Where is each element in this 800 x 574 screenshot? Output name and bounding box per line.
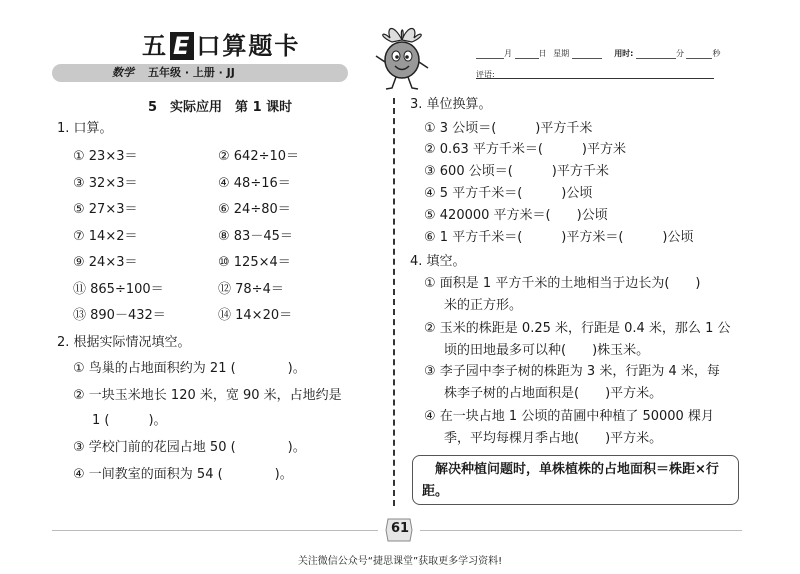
oral-item: ⑧ 83－45＝ bbox=[218, 229, 293, 244]
fill-line: ① 鸟巢的占地面积约为 21 ( )。 bbox=[73, 361, 306, 376]
column-divider bbox=[393, 98, 395, 506]
card-title: 五 E 口算题卡 bbox=[142, 32, 301, 60]
fill-line: 顷的田地最多可以种( )株玉米。 bbox=[444, 343, 650, 358]
fill-line: 米的正方形。 bbox=[444, 298, 523, 313]
footer-note: 关注微信公众号“捷思课堂”获取更多学习资料! bbox=[297, 556, 503, 567]
convert-line: ④ 5 平方千米＝( )公顷 bbox=[424, 186, 593, 201]
tip-text: 解决种植问题时，单株植株的占地面积＝株距×行距。 bbox=[422, 462, 719, 499]
oral-item: ⑥ 24÷80＝ bbox=[218, 202, 291, 217]
fill-line: ② 一块玉米地长 120 米，宽 90 米，占地约是 bbox=[73, 388, 342, 403]
oral-item: ⑪ 865÷100＝ bbox=[73, 282, 164, 297]
convert-line: ③ 600 公顷＝( )平方千米 bbox=[424, 164, 609, 179]
oral-item: ⑩ 125×4＝ bbox=[218, 255, 291, 270]
oral-item: ② 642÷10＝ bbox=[218, 149, 300, 164]
comment-label: 评语: bbox=[476, 70, 495, 79]
oral-item: ⑬ 890－432＝ bbox=[73, 308, 166, 323]
section-1-title: 1. 口算。 bbox=[57, 121, 113, 136]
oral-item: ⑦ 14×2＝ bbox=[73, 229, 138, 244]
fill-line: ④ 在一块占地 1 公顷的苗圃中种植了 50000 棵月 bbox=[424, 409, 714, 424]
section-2-title: 2. 根据实际情况填空。 bbox=[57, 335, 191, 350]
oral-item: ③ 32×3＝ bbox=[73, 176, 138, 191]
fill-line: ③ 学校门前的花园占地 50 ( )。 bbox=[73, 440, 306, 455]
footer-rule-left bbox=[52, 530, 378, 531]
oral-item: ⑫ 78÷4＝ bbox=[218, 282, 284, 297]
fill-line: ③ 李子园中李子树的株距为 3 米，行距为 4 米，每 bbox=[424, 364, 720, 379]
convert-line: ⑤ 420000 平方米＝( )公顷 bbox=[424, 208, 608, 223]
fill-line: 季，平均每棵月季占地( )平方米。 bbox=[444, 431, 663, 446]
beet-mascot-icon bbox=[372, 22, 432, 94]
section-3-title: 3. 单位换算。 bbox=[410, 97, 492, 112]
oral-item: ① 23×3＝ bbox=[73, 149, 138, 164]
page-number: 61 bbox=[390, 521, 410, 536]
convert-line: ② 0.63 平方千米＝( )平方米 bbox=[424, 142, 627, 157]
subtitle: 数学 五年级 · 上册 · JJ bbox=[112, 66, 235, 79]
footer-rule-right bbox=[420, 530, 742, 531]
fill-line: ② 玉米的株距是 0.25 米，行距是 0.4 米，那么 1 公 bbox=[424, 321, 731, 336]
date-time-line: 月 日 星期 用时: 分 秒 bbox=[476, 48, 720, 59]
oral-item: ⑭ 14×20＝ bbox=[218, 308, 293, 323]
section-4-title: 4. 填空。 bbox=[410, 254, 466, 269]
fill-line: ① 面积是 1 平方千米的土地相当于边长为( ) bbox=[424, 276, 701, 291]
fill-line: 株李子树的占地面积是( )平方米。 bbox=[444, 386, 663, 401]
comment-line bbox=[476, 78, 714, 79]
convert-line: ⑥ 1 平方千米＝( )平方米＝( )公顷 bbox=[424, 230, 694, 245]
fill-line: ④ 一间教室的面积为 54 ( )。 bbox=[73, 467, 293, 482]
oral-item: ④ 48÷16＝ bbox=[218, 176, 291, 191]
fill-line: 1 ( )。 bbox=[92, 413, 167, 428]
lesson-title: 5 实际应用 第 1 课时 bbox=[148, 100, 293, 115]
convert-line: ① 3 公顷＝( )平方千米 bbox=[424, 121, 593, 136]
oral-item: ⑤ 27×3＝ bbox=[73, 202, 138, 217]
oral-item: ⑨ 24×3＝ bbox=[73, 255, 138, 270]
